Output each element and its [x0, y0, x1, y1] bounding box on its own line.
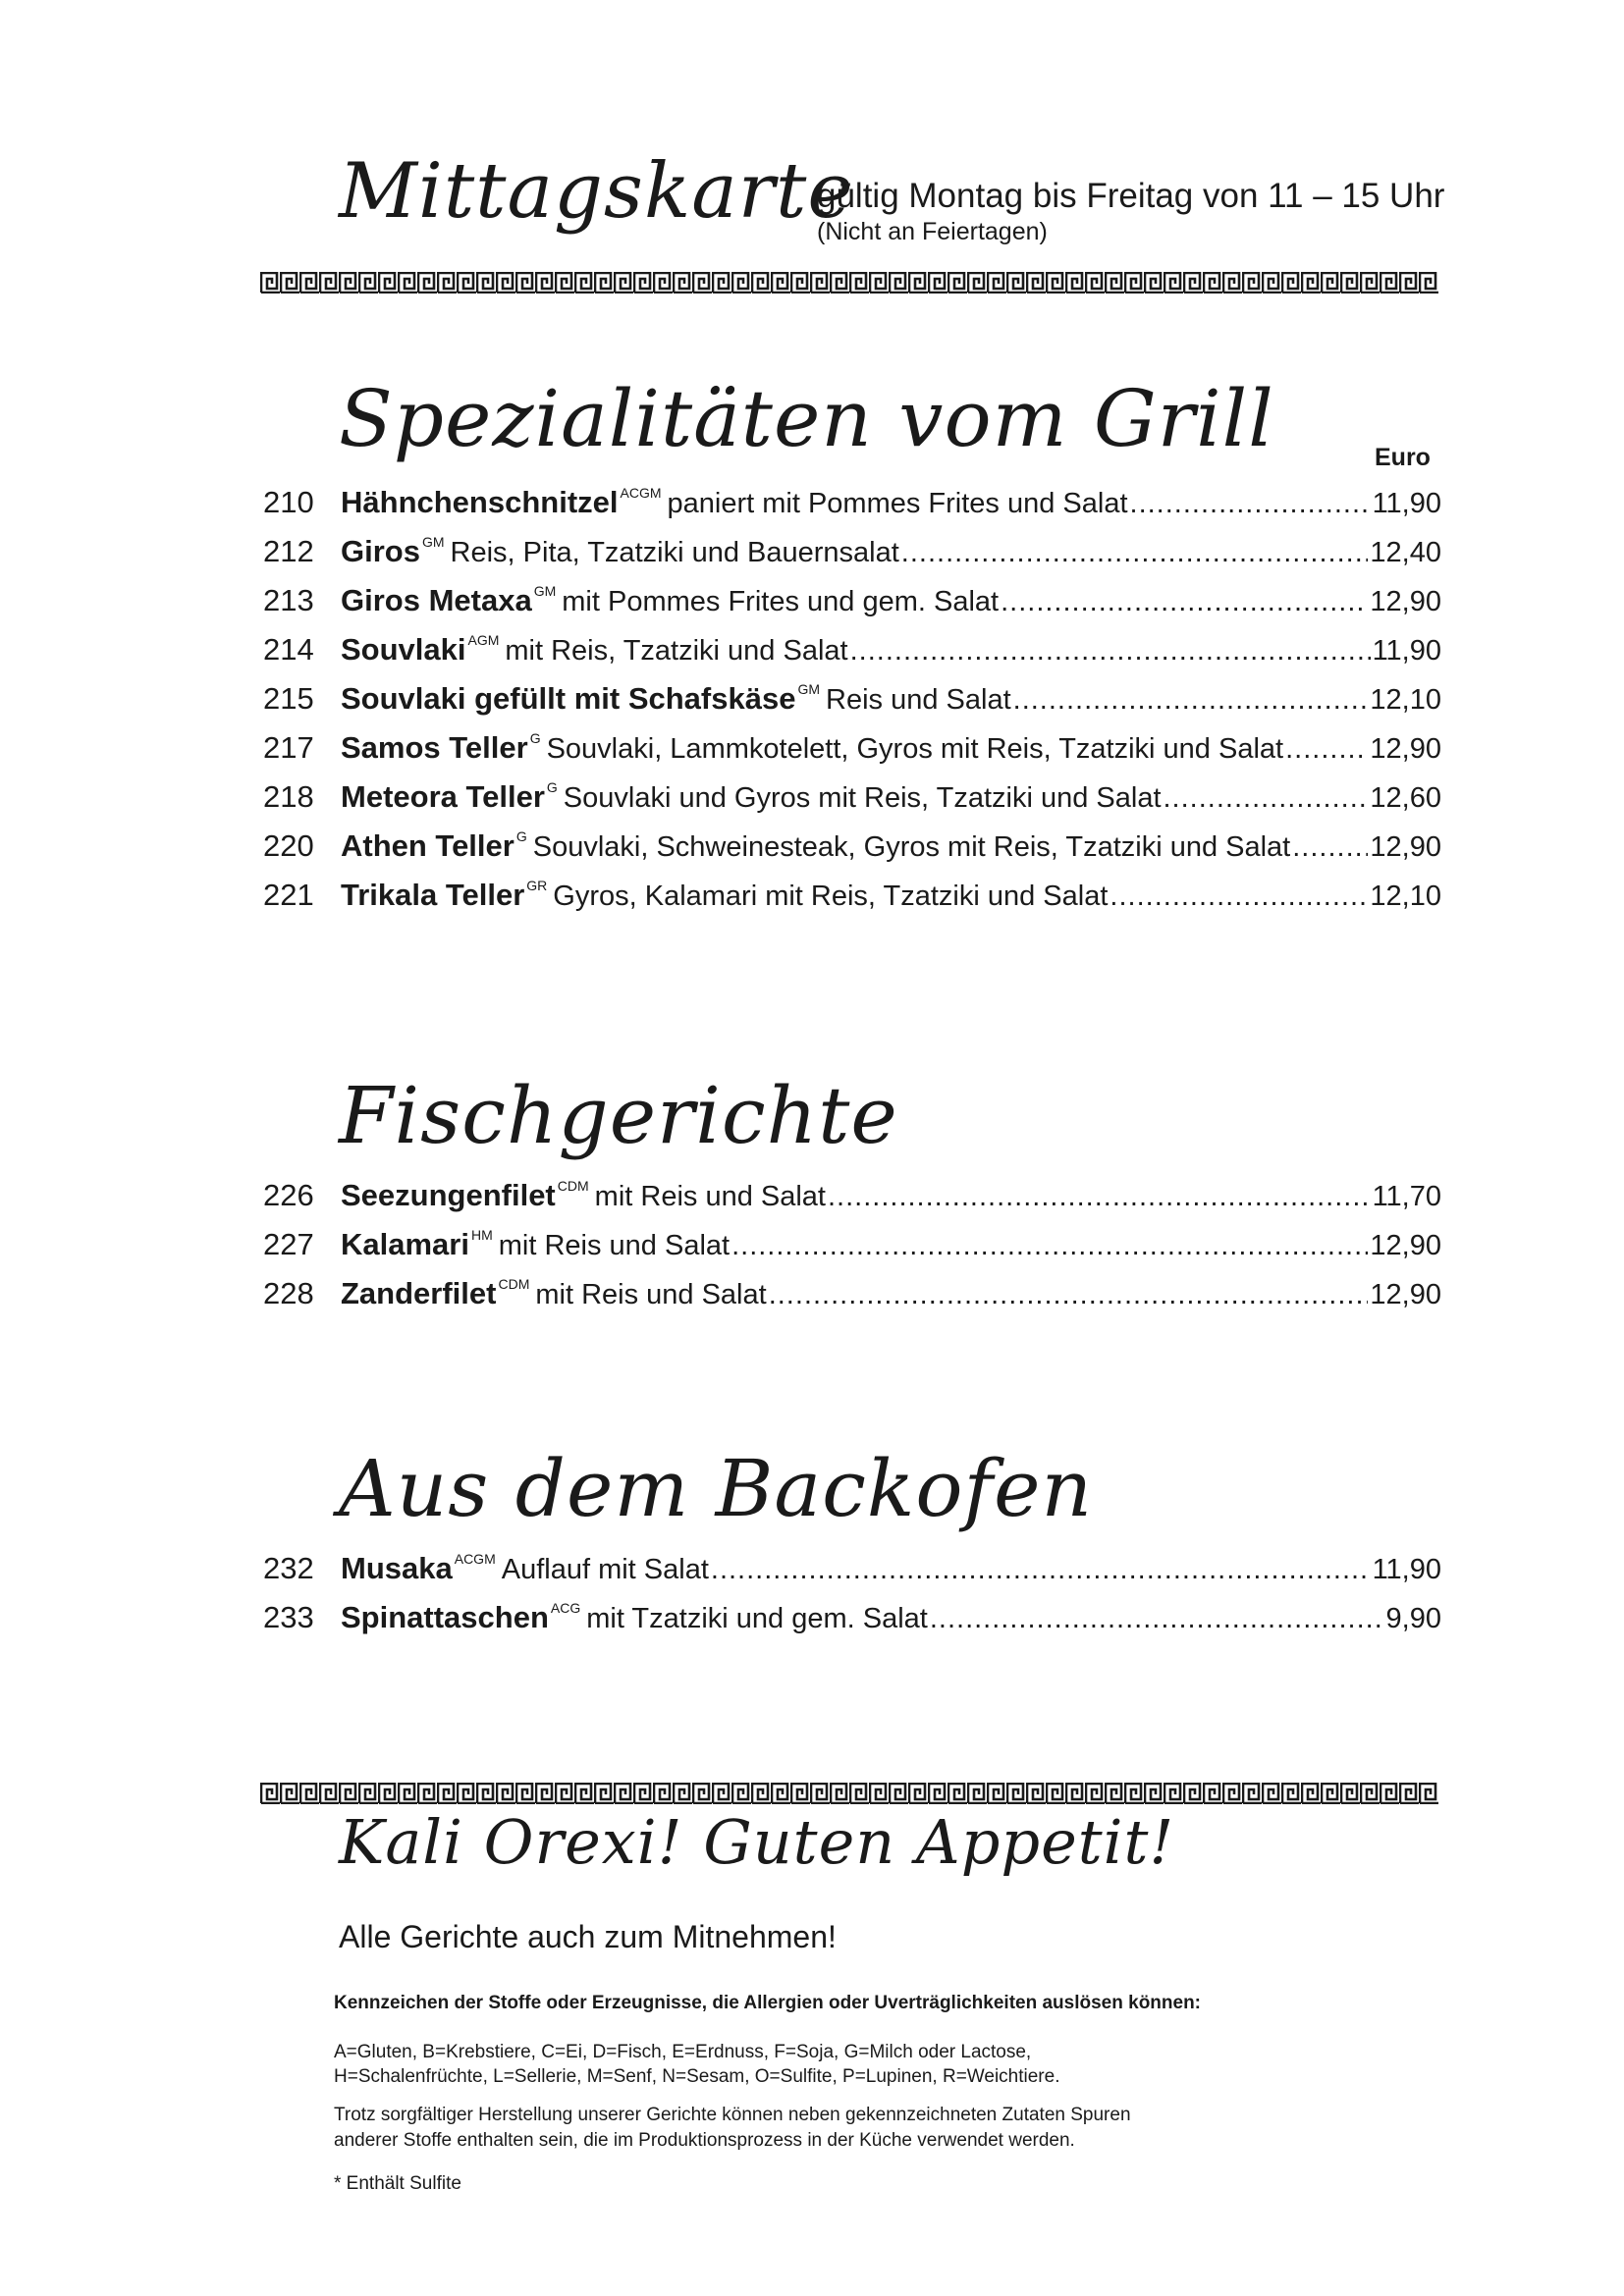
item-description: mit Tzatziki und gem. Salat [586, 1603, 928, 1634]
item-price: 12,90 [1370, 733, 1441, 765]
item-name: Samos Teller [341, 730, 528, 765]
allergen-heading: Kennzeichen der Stoffe oder Erzeugnisse, die Allergien oder Uverträglichkeiten auslösen können: [334, 1993, 1202, 2013]
item-description: Auflauf mit Salat [501, 1554, 709, 1585]
item-name: Musaka [341, 1551, 453, 1585]
allergen-legend-line: A=Gluten, B=Krebstiere, C=Ei, D=Fisch, E=Erdnuss, F=Soja, G=Milch oder Lactose, [334, 2042, 1032, 2062]
menu-item-row [263, 878, 1441, 927]
menu-item-row [263, 1600, 1441, 1649]
item-number: 233 [263, 1600, 314, 1634]
item-number: 228 [263, 1276, 314, 1310]
greek-key-border-bottom [260, 1783, 1438, 1804]
item-description: Gyros, Kalamari mit Reis, Tzatziki und Salat [553, 881, 1109, 912]
item-price: 12,90 [1370, 831, 1441, 863]
item-price: 12,90 [1370, 1279, 1441, 1310]
item-price: 12,90 [1370, 1230, 1441, 1261]
dot-leader [1285, 733, 1368, 766]
dot-leader [930, 1603, 1384, 1635]
sulfite-note: * Enthält Sulfite [334, 2173, 461, 2194]
item-name: Trikala Teller [341, 878, 525, 912]
menu-item-row [263, 779, 1441, 828]
item-price: 12,40 [1370, 537, 1441, 568]
dot-leader [1013, 684, 1369, 717]
item-number: 218 [263, 779, 314, 814]
item-allergens: ACG [550, 1600, 581, 1616]
item-description: mit Reis und Salat [498, 1230, 731, 1261]
item-price: 12,60 [1370, 782, 1441, 814]
item-description: mit Reis, Tzatziki und Salat [505, 635, 848, 667]
dot-leader [769, 1279, 1369, 1311]
item-allergens: GM [421, 534, 445, 550]
section-title-fisch: Fischgerichte [339, 1070, 898, 1161]
menu-item-row [263, 730, 1441, 779]
dot-leader [1001, 586, 1368, 618]
item-allergens: G [546, 779, 558, 795]
item-number: 226 [263, 1178, 314, 1212]
menu-item-row [263, 1276, 1441, 1325]
menu-item-row [263, 1227, 1441, 1276]
dot-leader [711, 1554, 1371, 1586]
dot-leader [1164, 782, 1369, 815]
greek-key-border-top [260, 272, 1438, 294]
item-name: Hähnchenschnitzel [341, 485, 619, 519]
allergen-disclaimer [334, 2103, 1316, 2154]
dot-leader [828, 1181, 1371, 1213]
item-number: 213 [263, 583, 314, 617]
item-allergens: CDM [498, 1276, 530, 1292]
item-number: 214 [263, 632, 314, 667]
item-number: 221 [263, 878, 314, 912]
item-description: mit Reis und Salat [594, 1181, 826, 1212]
holiday-note: (Nicht an Feiertagen) [817, 218, 1048, 245]
item-allergens: GM [533, 583, 557, 599]
closing-greeting: Kali Orexi! Guten Appetit! [339, 1806, 1175, 1878]
menu-item-row [263, 583, 1441, 632]
item-name: Souvlaki [341, 632, 466, 667]
item-name: Athen Teller [341, 828, 514, 863]
menu-list-fisch [263, 1178, 1441, 1325]
item-description: Reis und Salat [826, 684, 1011, 716]
dot-leader [901, 537, 1369, 569]
item-name: Giros Metaxa [341, 583, 532, 617]
item-number: 227 [263, 1227, 314, 1261]
item-price: 11,90 [1372, 488, 1441, 519]
item-price: 12,90 [1370, 586, 1441, 617]
menu-item-row [263, 828, 1441, 878]
item-allergens: ACGM [620, 485, 662, 501]
item-allergens: G [515, 828, 527, 844]
menu-title: Mittagskarte [339, 147, 854, 236]
item-name: Meteora Teller [341, 779, 545, 814]
item-allergens: HM [470, 1227, 493, 1243]
item-allergens: GR [526, 878, 548, 893]
dot-leader [850, 635, 1371, 667]
item-name: Souvlaki gefüllt mit Schafskäse [341, 681, 796, 716]
disclaimer-line: anderer Stoffe enthalten sein, die im Produktionsprozess in der Küche verwendet werden. [334, 2130, 1075, 2151]
item-number: 217 [263, 730, 314, 765]
item-name: Giros [341, 534, 420, 568]
item-price: 9,90 [1385, 1603, 1441, 1634]
item-price: 11,90 [1372, 1554, 1441, 1585]
item-description: Souvlaki, Lammkotelett, Gyros mit Reis, Tzatziki und Salat [546, 733, 1284, 765]
menu-item-row [263, 1178, 1441, 1227]
item-number: 232 [263, 1551, 314, 1585]
menu-item-row [263, 632, 1441, 681]
section-title-backofen: Aus dem Backofen [339, 1443, 1094, 1534]
menu-item-row [263, 534, 1441, 583]
currency-label: Euro [1375, 444, 1431, 471]
item-description: Reis, Pita, Tzatziki und Bauernsalat [450, 537, 899, 568]
menu-list-grill [263, 485, 1441, 927]
section-title-grill: Spezialitäten vom Grill [339, 373, 1274, 464]
item-name: Seezungenfilet [341, 1178, 556, 1212]
item-price: 11,70 [1372, 1181, 1441, 1212]
item-number: 210 [263, 485, 314, 519]
disclaimer-line: Trotz sorgfältiger Herstellung unserer Gerichte können neben gekennzeichneten Zutaten Spuren [334, 2105, 1131, 2125]
item-name: Kalamari [341, 1227, 469, 1261]
dot-leader [1130, 488, 1371, 520]
menu-item-row [263, 681, 1441, 730]
dot-leader [1292, 831, 1368, 864]
item-allergens: GM [797, 681, 821, 697]
item-description: Souvlaki und Gyros mit Reis, Tzatziki und Salat [563, 782, 1162, 814]
validity-text: gültig Montag bis Freitag von 11 – 15 Uhr [817, 177, 1445, 215]
item-allergens: G [529, 730, 541, 746]
item-description: mit Pommes Frites und gem. Salat [562, 586, 1000, 617]
item-number: 215 [263, 681, 314, 716]
item-price: 11,90 [1372, 635, 1441, 667]
item-description: mit Reis und Salat [535, 1279, 767, 1310]
item-allergens: ACGM [454, 1551, 496, 1567]
item-description: Souvlaki, Schweinesteak, Gyros mit Reis, Tzatziki und Salat [532, 831, 1291, 863]
dot-leader [1110, 881, 1368, 913]
item-name: Zanderfilet [341, 1276, 497, 1310]
item-price: 12,10 [1370, 881, 1441, 912]
menu-item-row [263, 1551, 1441, 1600]
item-number: 220 [263, 828, 314, 863]
allergen-legend-line: H=Schalenfrüchte, L=Sellerie, M=Senf, N=Sesam, O=Sulfite, P=Lupinen, R=Weichtiere. [334, 2066, 1060, 2087]
item-description: paniert mit Pommes Frites und Salat [667, 488, 1128, 519]
item-allergens: CDM [557, 1178, 589, 1194]
takeaway-note: Alle Gerichte auch zum Mitnehmen! [339, 1919, 837, 1954]
item-name: Spinattaschen [341, 1600, 549, 1634]
menu-list-backofen [263, 1551, 1441, 1649]
menu-item-row [263, 485, 1441, 534]
allergen-legend [334, 2040, 1218, 2089]
item-allergens: AGM [467, 632, 500, 648]
item-number: 212 [263, 534, 314, 568]
item-price: 12,10 [1370, 684, 1441, 716]
dot-leader [731, 1230, 1368, 1262]
